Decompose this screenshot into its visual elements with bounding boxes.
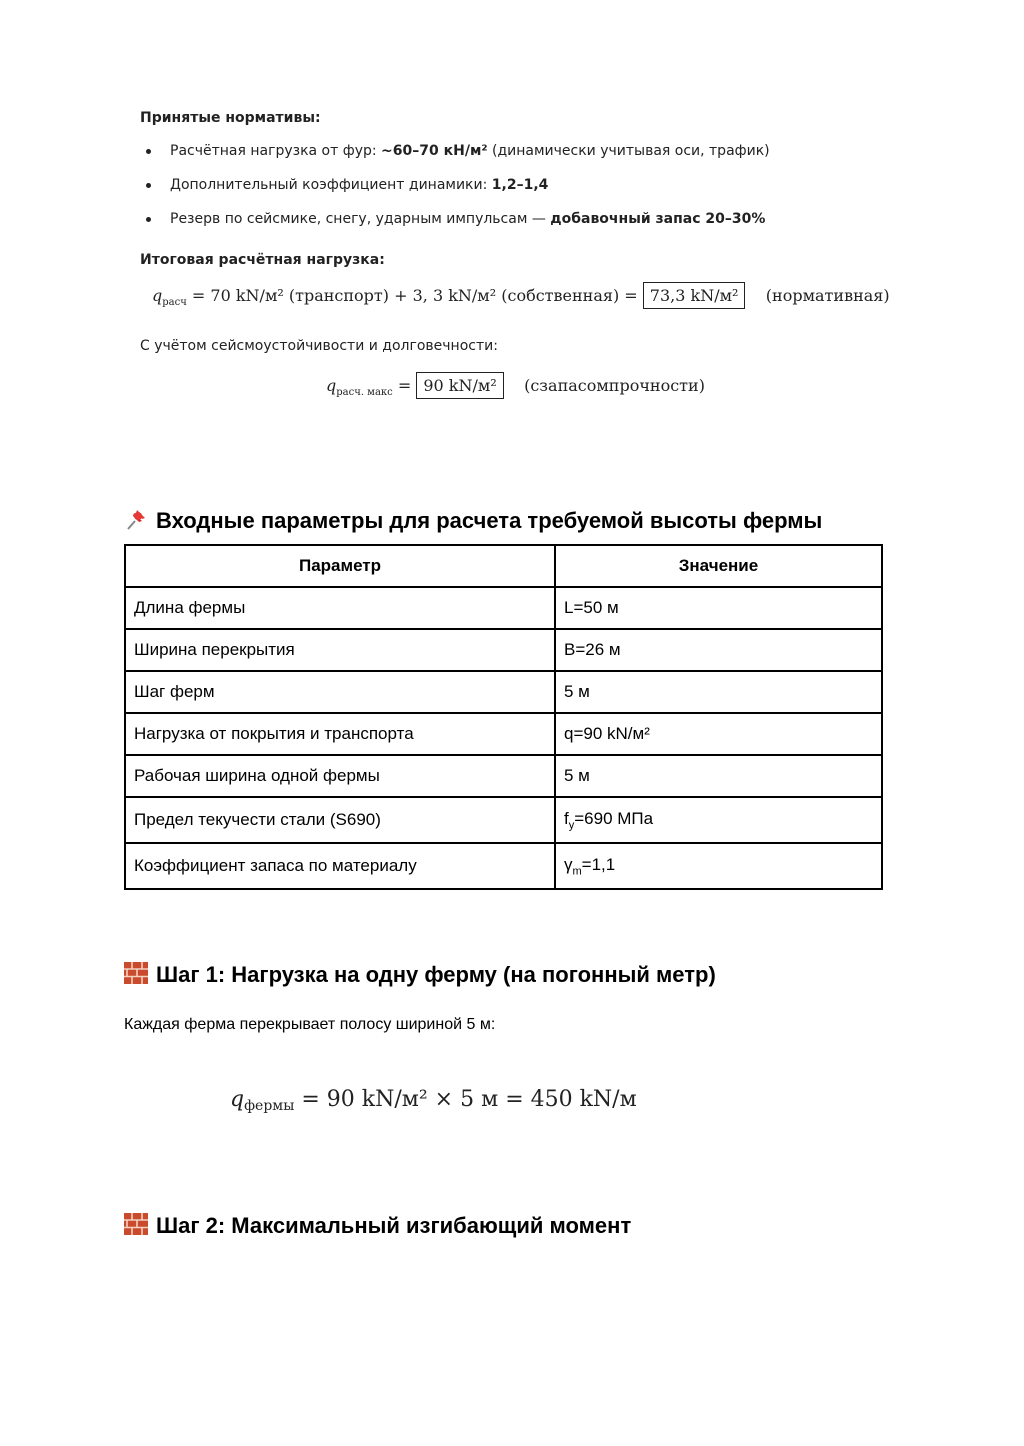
params-table xyxy=(124,544,883,890)
total-load-title: Итоговая расчётная нагрузка: xyxy=(140,252,385,268)
bullet-text: Дополнительный коэффициент динамики: xyxy=(170,177,492,193)
param-cell: Рабочая ширина одной фермы xyxy=(125,755,555,797)
value-rest: =1,1 xyxy=(581,854,616,874)
step2-heading xyxy=(124,1212,631,1239)
formula-subscript: расч xyxy=(162,297,187,308)
list-item xyxy=(140,171,770,205)
param-cell: Длина фермы xyxy=(125,587,555,629)
formula-note: (нормативная) xyxy=(765,286,890,305)
value-cell: 5 м xyxy=(555,755,882,797)
heading-text: Шаг 1: Нагрузка на одну ферму (на погонный метр) xyxy=(156,962,716,987)
value-subscript: y xyxy=(568,819,575,832)
step1-formula xyxy=(230,1087,637,1114)
value-cell: 5 м xyxy=(555,671,882,713)
bullet-bold: ~60–70 кН/м² xyxy=(381,143,488,159)
formula-result: 90 kN/м² xyxy=(416,372,503,399)
value-cell xyxy=(555,843,882,889)
value-cell: B=26 м xyxy=(555,629,882,671)
step1-heading xyxy=(124,961,716,988)
norms-list xyxy=(140,137,770,239)
table-row xyxy=(125,713,882,755)
bullet-tail: (динамически учитывая оси, трафик) xyxy=(487,143,770,159)
value-main: γ xyxy=(564,854,573,874)
column-header: Значение xyxy=(555,545,882,587)
bullet-text: Резерв по сейсмике, снегу, ударным импульсам — xyxy=(170,211,551,227)
formula-body: = 90 kN/м² × 5 м = 450 kN/м xyxy=(294,1087,637,1112)
param-cell: Ширина перекрытия xyxy=(125,629,555,671)
param-cell: Коэффициент запаса по материалу xyxy=(125,843,555,889)
bullet-bold: добавочный запас 20–30% xyxy=(550,211,766,227)
input-params-heading xyxy=(124,507,822,534)
table-row xyxy=(125,587,882,629)
column-header: Параметр xyxy=(125,545,555,587)
bullet-icon xyxy=(146,149,151,154)
bullet-icon xyxy=(146,183,151,188)
table-row xyxy=(125,629,882,671)
table-row xyxy=(125,843,882,889)
list-item xyxy=(140,137,770,171)
total-load-formula xyxy=(152,286,890,308)
bullet-bold: 1,2–1,4 xyxy=(491,177,549,193)
formula-symbol: q xyxy=(152,286,163,305)
pushpin-icon xyxy=(124,507,148,531)
param-cell: Нагрузка от покрытия и транспорта xyxy=(125,713,555,755)
table-header-row xyxy=(125,545,882,587)
step1-text: Каждая ферма перекрывает полосу шириной 5 м: xyxy=(124,1016,496,1033)
value-rest: =690 МПа xyxy=(574,808,654,828)
seismic-formula: $q_{расч. макс} = 90$ kN/м² (сзапасомпрочности) xyxy=(326,376,705,398)
heading-text: Входные параметры для расчета требуемой высоты фермы xyxy=(156,508,823,533)
table-row xyxy=(125,797,882,843)
formula-subscript: расч. макс xyxy=(336,387,393,398)
value-cell xyxy=(555,797,882,843)
formula-body: = 70 kN/м² (транспорт) + 3, 3 kN/м² (собственная) = xyxy=(186,286,643,305)
formula-symbol: q xyxy=(326,376,337,395)
list-item xyxy=(140,205,770,239)
formula-symbol: q xyxy=(230,1087,245,1112)
norms-title: Принятые нормативы: xyxy=(140,110,321,126)
formula-result: 73,3 kN/м² xyxy=(643,282,746,309)
value-cell: L=50 м xyxy=(555,587,882,629)
value-cell: q=90 kN/м² xyxy=(555,713,882,755)
table-row xyxy=(125,755,882,797)
value-subscript: m xyxy=(572,865,582,878)
table-row xyxy=(125,671,882,713)
bullet-text: Расчётная нагрузка от фур: xyxy=(170,143,382,159)
brick-icon xyxy=(124,961,148,985)
seismic-text: С учётом сейсмоустойчивости и долговечности: xyxy=(140,338,498,354)
bullet-icon xyxy=(146,217,151,222)
param-cell: Шаг ферм xyxy=(125,671,555,713)
param-cell: Предел текучести стали (S690) xyxy=(125,797,555,843)
value-main: f xyxy=(564,808,569,828)
formula-note: (сзапасомпрочности) xyxy=(524,376,705,395)
heading-text: Шаг 2: Максимальный изгибающий момент xyxy=(156,1213,632,1238)
brick-icon xyxy=(124,1212,148,1236)
formula-subscript: фермы xyxy=(244,1098,295,1114)
